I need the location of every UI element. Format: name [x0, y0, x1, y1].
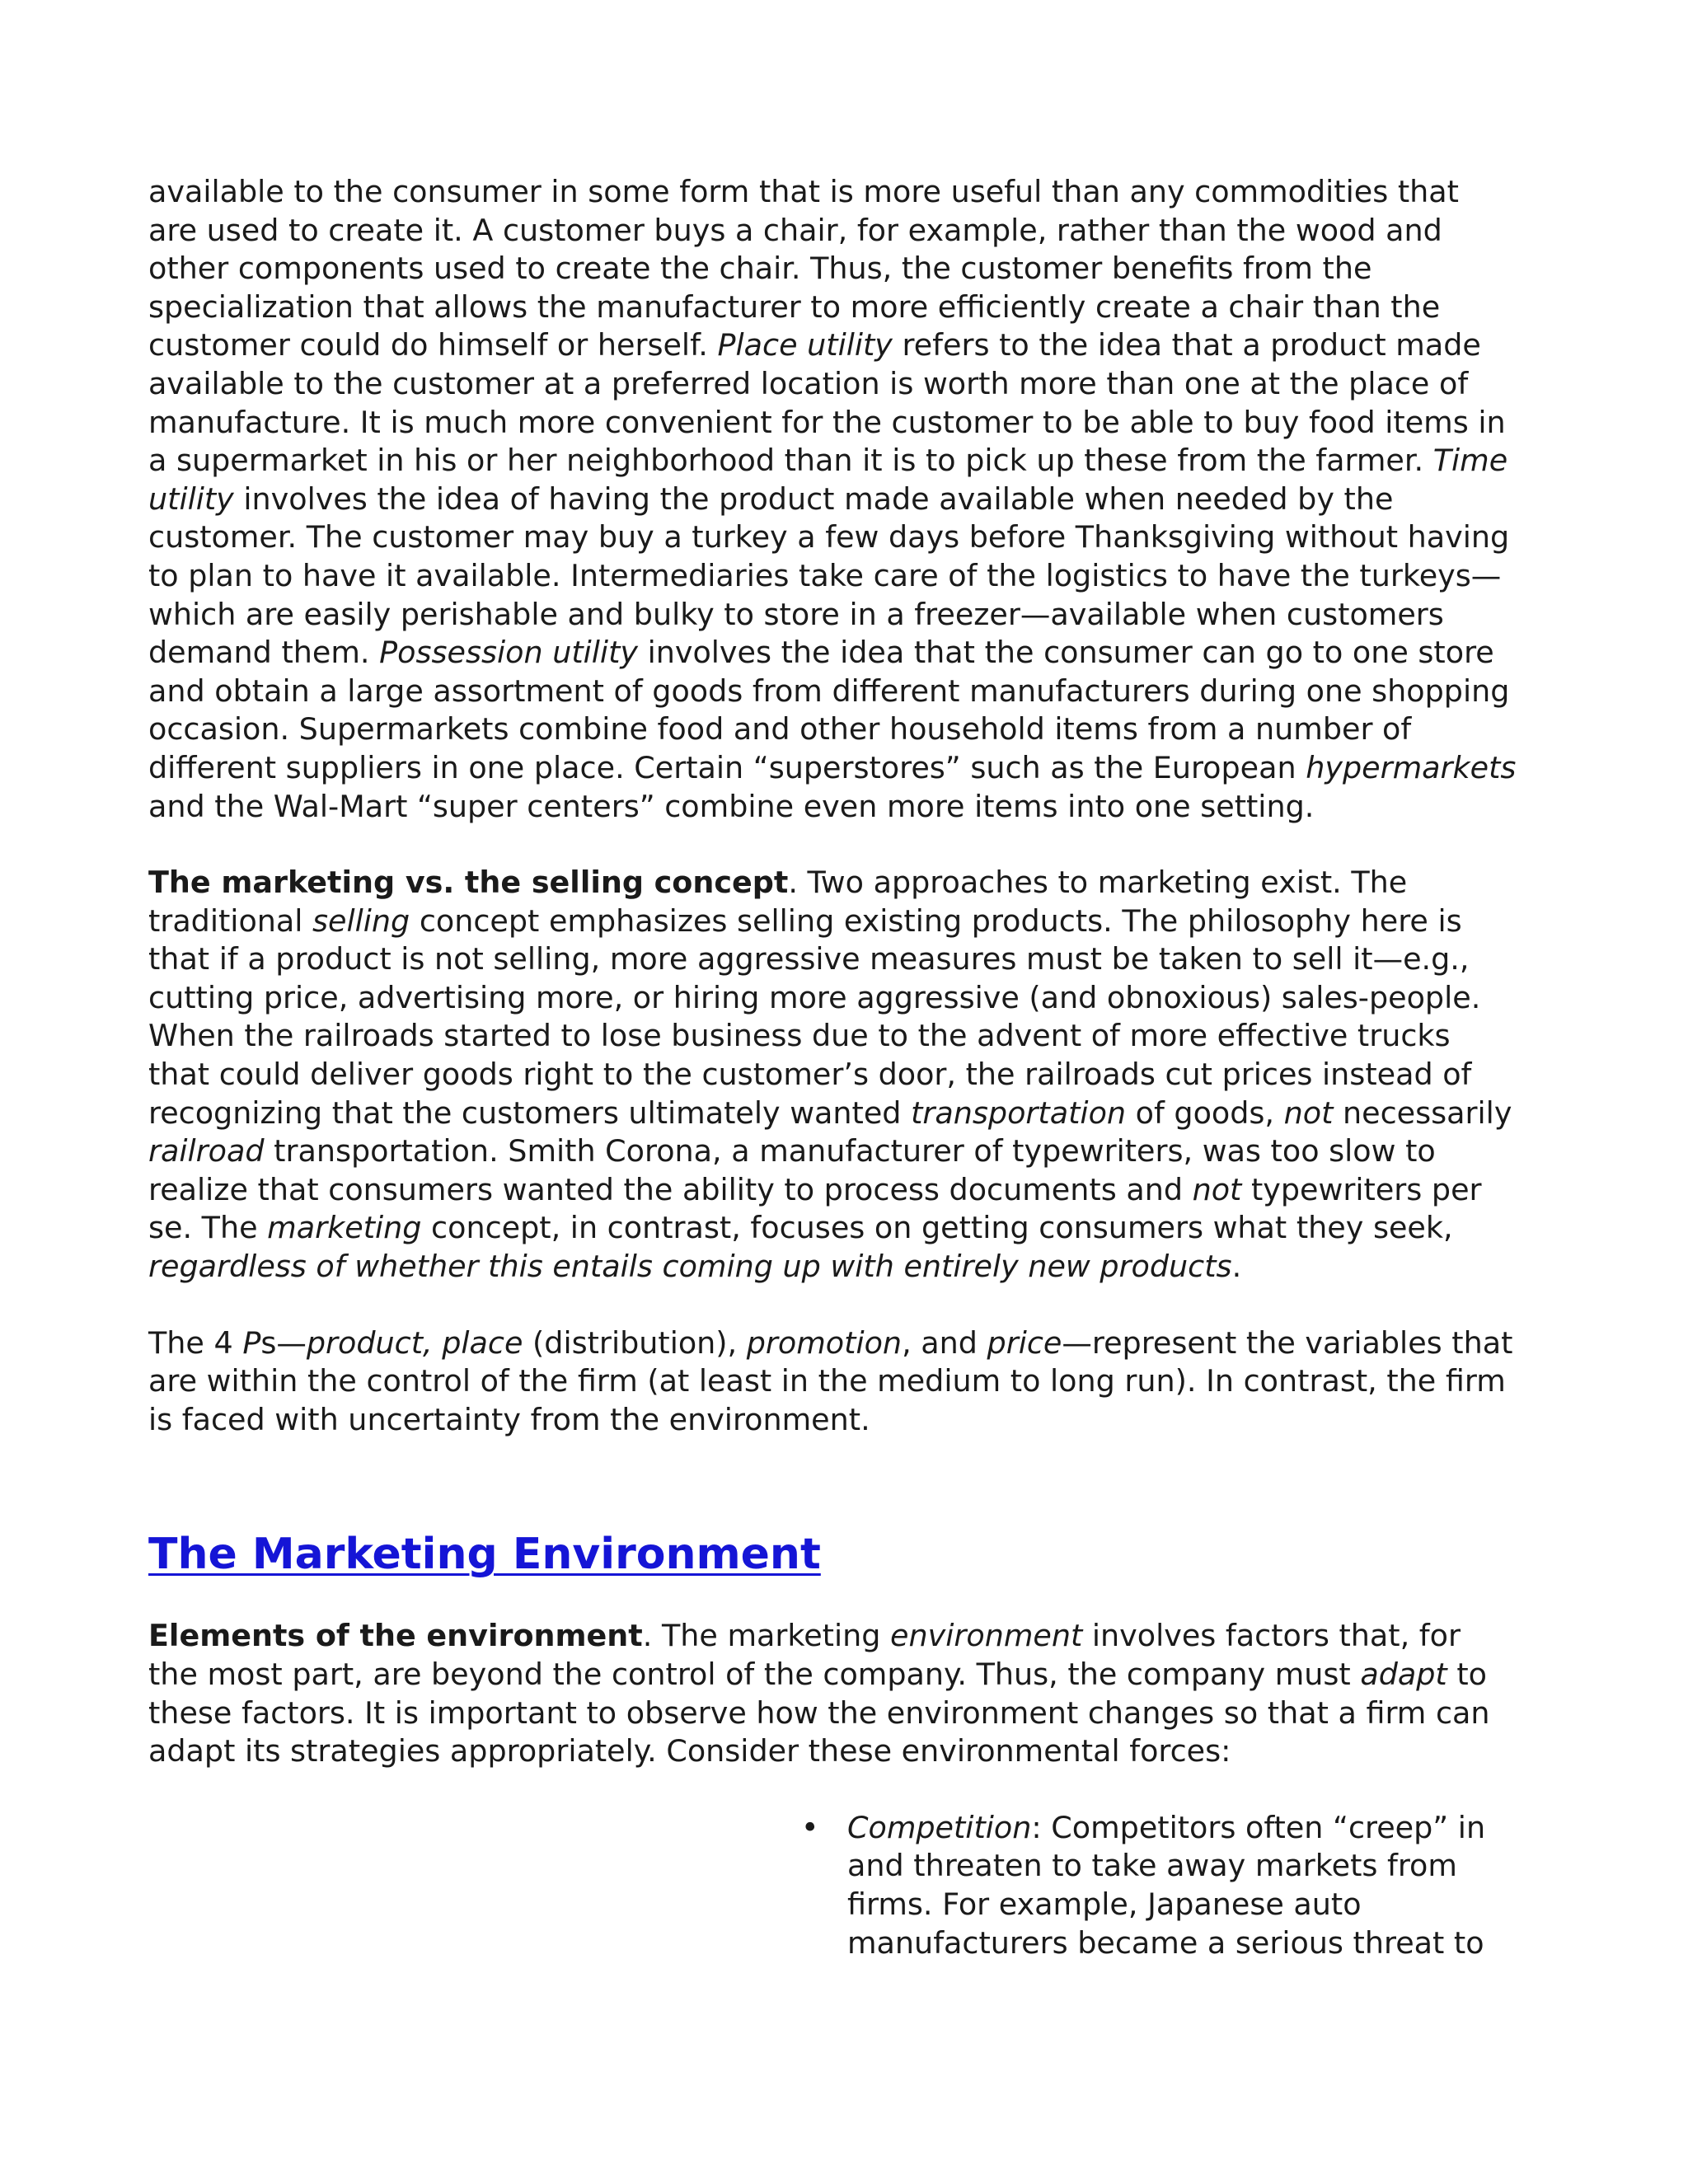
term-competition: Competition — [847, 1809, 1032, 1845]
term-p: P — [242, 1324, 261, 1361]
term-product-place: product, place — [306, 1324, 523, 1361]
paragraph-marketing-vs-selling: The marketing vs. the selling concept. Two approaches to marketing exist. The traditional selling concept emphasizes selling existing products. The philosophy here is that if a product is not selling, more aggressive measures must be taken to sell it—e.g., cutting price, advertising more, or hiring more aggressive (and obnoxious) sales-people. When the railroads started to lose business due to the advent of more effective trucks that could deliver goods right to the customer’s door, the railroads cut prices instead of recognizing that the customers ultimately wanted transportation of goods, not necessarily railroad transportation. Smith Corona, a manufacturer of typewriters, was too slow to realize that consumers wanted the ability to process documents and not typewriters per se. The marketing concept, in contrast, focuses on getting consumers what they seek, regardless of whether this entails coming up with entirely new products. — [148, 865, 1512, 1285]
emphasis-not: not — [1192, 1171, 1242, 1207]
term-adapt: adapt — [1360, 1657, 1447, 1692]
bullet-icon: • — [801, 1809, 819, 1845]
term-time-utility: Time utility — [148, 443, 1508, 517]
term-possession-utility: Possession utility — [379, 635, 638, 671]
term-marketing: marketing — [267, 1210, 422, 1246]
term-environment: environment — [890, 1618, 1083, 1654]
list-item-competition: • Competition: Competitors often “creep” in and threaten to take away markets from firms. For example, Japanese auto manufacturers became a serious threat to — [801, 1809, 1486, 1961]
paragraph-four-ps: The 4 Ps—product, place (distribution), promotion, and price—represent the variables that are within the control of the firm (at least in the medium to long run). In contrast, the firm is faced with uncertainty from the environment. — [148, 1324, 1513, 1437]
document-page — [148, 173, 1517, 1962]
term-hypermarkets: hypermarkets — [1306, 749, 1517, 785]
run-in-heading-elements: Elements of the environment — [148, 1618, 643, 1654]
paragraph-utilities: available to the consumer in some form that is more useful than any commodities that are used to create it. A customer buys a chair, for example, rather than the wood and other components used to create the chair. Thus, the customer benefits from the specialization that allows the manufacturer to more efficiently create a chair than the customer could do himself or herself. Place utility refers to the idea that a product made available to the customer at a preferred location is worth more than one at the place of manufacture. It is much more convenient for the customer to be able to buy food items in a supermarket in his or her neighborhood than it is to pick up these from the farmer. Time utility involves the idea of having the product made available when needed by the customer. The customer may buy a turkey a few days before Thanksgiving without having to plan to have it available. Intermediaries take care of the logistics to have the turkeys—which are easily perishable and bulky to store in a freezer—available when customers demand them. Possession utility involves the idea that the consumer can go to one store and obtain a large assortment of goods from different manufacturers during one shopping occasion. Supermarkets combine food and other household items from a number of different suppliers in one place. Certain “superstores” such as the European hypermarkets and the Wal-Mart “super centers” combine even more items into one setting. — [148, 174, 1517, 824]
section-heading-wrap — [148, 1530, 1517, 1579]
term-transportation: transportation — [911, 1094, 1127, 1131]
term-promotion: promotion — [746, 1324, 903, 1361]
run-in-heading-marketing-vs-selling: The marketing vs. the selling concept — [148, 865, 789, 901]
section-heading-marketing-environment[interactable]: The Marketing Environment — [148, 1530, 821, 1580]
emphasis-regardless: regardless of whether this entails coming up with entirely new products — [148, 1249, 1232, 1285]
environmental-forces-list — [148, 1809, 1517, 1962]
term-railroad: railroad — [148, 1133, 265, 1169]
paragraph-elements-of-environment: Elements of the environment. The marketing environment involves factors that, for the most part, are beyond the control of the company. Thus, the company must adapt to these factors. It is important to observe how the environment changes so that a firm can adapt its strategies appropriately. Consider these environmental forces: — [148, 1618, 1490, 1769]
term-place-utility: Place utility — [717, 327, 893, 363]
emphasis-not: not — [1283, 1094, 1334, 1131]
term-selling: selling — [312, 902, 410, 939]
term-price: price — [987, 1324, 1062, 1361]
